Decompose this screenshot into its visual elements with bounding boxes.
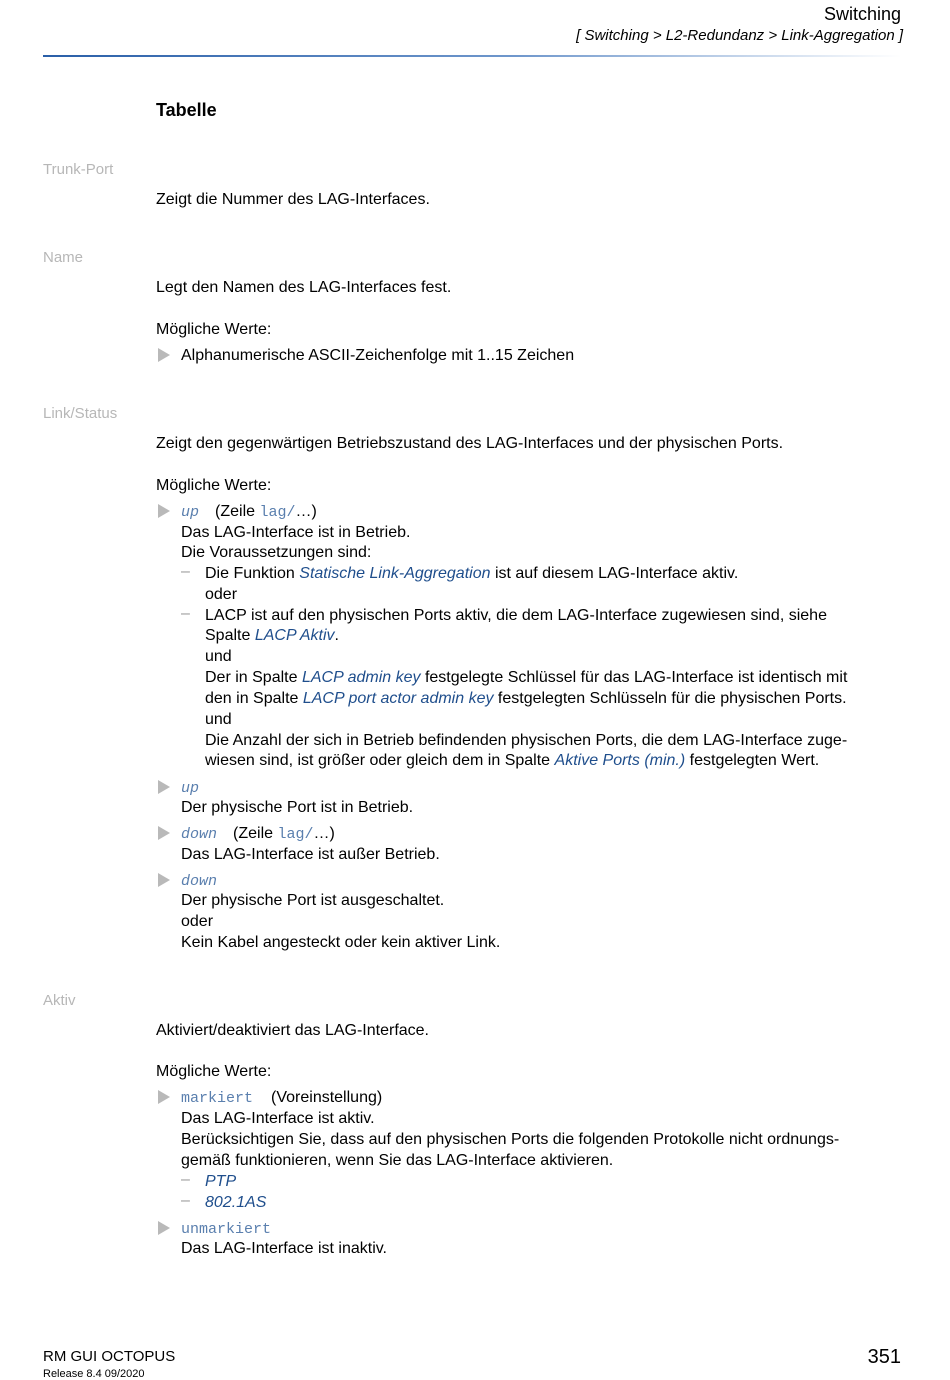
value-up-lag [181,501,317,523]
conjunction-und: und [205,648,232,665]
bullet-triangle-icon [158,780,170,794]
value-down-port [181,870,217,892]
page-heading: Tabelle [156,100,217,120]
page-number: 351 [867,1346,901,1368]
markiert-line3: gemäß funktionieren, wenn Sie das LAG-Interface aktivieren. [181,1152,614,1169]
ref-link: LACP port actor admin key [302,690,494,707]
link-status-description: Zeigt den gegenwärtigen Betriebszustand des LAG-Interfaces und der physischen Ports. [156,435,784,452]
dash-bullet: – [181,1192,190,1209]
header-divider [43,55,901,57]
row-hint-end: …) [295,503,317,520]
link-status-values-label: Mögliche Werte: [156,477,272,494]
label-trunk-port: Trunk-Port [43,161,114,178]
text: wiesen sind, ist größer oder gleich dem in Spalte [205,752,555,769]
aktiv-values-label: Mögliche Werte: [156,1063,272,1080]
row-code: lag/ [277,826,314,843]
up-port-line: Der physische Port ist in Betrieb. [181,799,414,816]
ref-8021as: 802.1AS [205,1194,267,1211]
condition-2-line4 [205,688,847,709]
label-link-status: Link/Status [43,405,118,422]
value-code: markiert [181,1090,254,1107]
value-code: down [181,826,218,843]
up-lag-line1: Das LAG-Interface ist in Betrieb. [181,524,411,541]
name-description: Legt den Namen des LAG-Interfaces fest. [156,279,452,296]
bullet-triangle-icon [158,504,170,518]
dash-bullet: – [181,1171,190,1188]
aktiv-description: Aktiviert/deaktiviert das LAG-Interface. [156,1022,429,1039]
text: den in Spalte [205,690,303,707]
bullet-triangle-icon [158,1090,170,1104]
down-port-line2: oder [181,913,214,930]
trunk-port-description: Zeigt die Nummer des LAG-Interfaces. [156,191,430,208]
conjunction-oder: oder [205,586,238,603]
text: . [334,627,339,644]
down-lag-line: Das LAG-Interface ist außer Betrieb. [181,846,440,863]
value-up-port [181,777,199,799]
text: festgelegten Wert. [685,752,820,769]
value-unmarkiert [181,1218,271,1240]
label-name: Name [43,249,84,266]
value-code: up [181,504,200,521]
text: Spalte [205,627,255,644]
text: Die Funktion [205,565,300,582]
condition-2-line2 [205,625,339,646]
ref-ptp: PTP [205,1173,237,1190]
bullet-triangle-icon [158,1221,170,1235]
footer-product: RM GUI OCTOPUS [43,1348,176,1365]
text: festgelegte Schlüssel für das LAG-Interface ist identisch mit [420,669,848,686]
value-code: down [181,873,218,890]
name-values-label: Mögliche Werte: [156,321,272,338]
up-lag-line2: Die Voraussetzungen sind: [181,544,372,561]
breadcrumb: [ Switching > L2-Redundanz > Link-Aggregation ] [576,27,903,44]
bullet-triangle-icon [158,826,170,840]
down-port-line1: Der physische Port ist ausgeschaltet. [181,892,445,909]
row-code: lag/ [259,504,296,521]
ref-link: LACP admin key [301,669,421,686]
markiert-line2: Berücksichtigen Sie, dass auf den physischen Ports die folgenden Protokolle nicht ordnungs- [181,1131,840,1148]
row-hint-end: …) [313,825,335,842]
condition-1 [205,563,738,584]
down-port-line3: Kein Kabel angesteckt oder kein aktiver Link. [181,934,501,951]
condition-2-line3 [205,667,847,688]
markiert-line1: Das LAG-Interface ist aktiv. [181,1110,375,1127]
default-hint: (Voreinstellung) [271,1089,383,1106]
condition-2-line6 [205,750,819,771]
condition-2-line1: LACP ist auf den physischen Ports aktiv, die dem LAG-Interface zugewiesen sind, siehe [205,607,827,624]
value-down-lag [181,823,335,845]
ref-link: Aktive Ports (min.) [554,752,686,769]
footer-release: Release 8.4 09/2020 [43,1368,145,1380]
row-hint: (Zeile [233,825,278,842]
unmarkiert-line: Das LAG-Interface ist inaktiv. [181,1240,387,1257]
conjunction-und: und [205,711,232,728]
text: Der in Spalte [205,669,302,686]
name-value-item: Alphanumerische ASCII-Zeichenfolge mit 1..15 Zeichen [181,347,575,364]
text: ist auf diesem LAG-Interface aktiv. [490,565,739,582]
row-hint: (Zeile [215,503,260,520]
label-aktiv: Aktiv [43,992,76,1009]
ref-link: LACP Aktiv [254,627,335,644]
value-markiert [181,1087,382,1109]
dash-bullet: – [181,563,190,580]
bullet-triangle-icon [158,873,170,887]
value-code: unmarkiert [181,1221,272,1238]
condition-2-line5: Die Anzahl der sich in Betrieb befindenden physischen Ports, die dem LAG-Interface zuge- [205,732,848,749]
bullet-triangle-icon [158,348,170,362]
header-title: Switching [823,4,901,24]
dash-bullet: – [181,605,190,622]
text: festgelegten Schlüsseln für die physischen Ports. [493,690,847,707]
value-code: up [181,780,200,797]
ref-link: Statische Link-Aggregation [299,565,491,582]
